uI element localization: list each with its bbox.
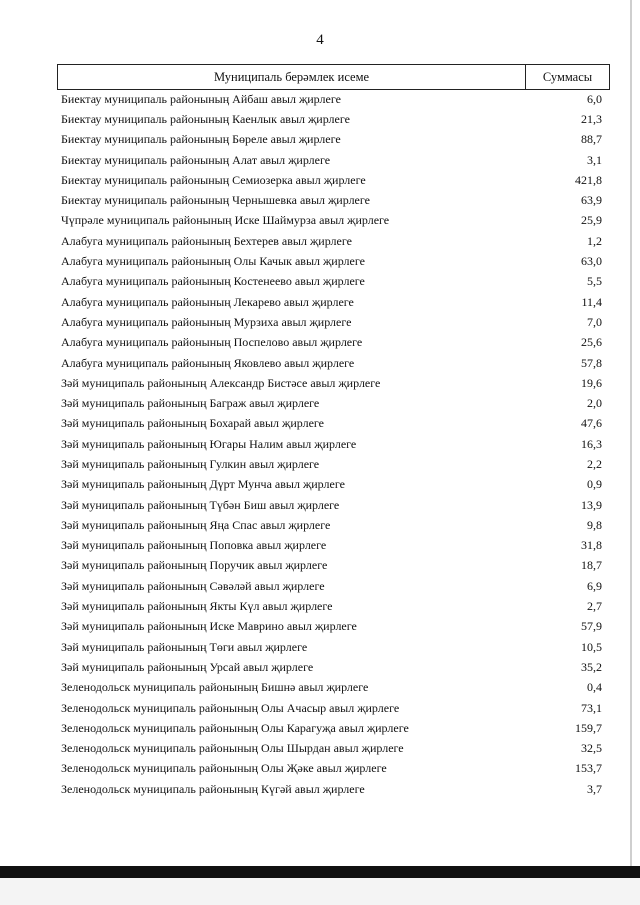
row-sum: 13,9 bbox=[581, 497, 602, 512]
row-sum: 7,0 bbox=[587, 314, 602, 329]
row-name: Алабуга муниципаль районының Поспелово авыл җирлеге bbox=[61, 335, 363, 350]
row-sum: 25,6 bbox=[581, 335, 602, 350]
row-name: Биектау муниципаль районының Чернышевка авыл җирлеге bbox=[61, 193, 370, 208]
row-sum: 6,0 bbox=[587, 91, 602, 106]
table-row bbox=[57, 698, 610, 718]
row-sum: 63,0 bbox=[581, 254, 602, 269]
table-row bbox=[57, 718, 610, 738]
row-sum: 57,8 bbox=[581, 355, 602, 370]
row-sum: 57,9 bbox=[581, 619, 602, 634]
row-sum: 10,5 bbox=[581, 639, 602, 654]
row-sum: 11,4 bbox=[581, 294, 602, 309]
row-name: Зәй муниципаль районының Поповка авыл җирлеге bbox=[61, 538, 327, 553]
scan-bottom-border bbox=[0, 866, 640, 878]
scan-bottom-margin bbox=[0, 878, 640, 905]
row-sum: 0,9 bbox=[587, 477, 602, 492]
row-sum: 73,1 bbox=[581, 700, 602, 715]
row-name: Зәй муниципаль районының Бохарай авыл җирлеге bbox=[61, 416, 325, 431]
table-row bbox=[57, 434, 610, 454]
table-row bbox=[57, 190, 610, 210]
row-name: Зәй муниципаль районының Якты Күл авыл җирлеге bbox=[61, 599, 333, 614]
table-row bbox=[57, 759, 610, 779]
table-row bbox=[57, 333, 610, 353]
table-row bbox=[57, 576, 610, 596]
row-name: Биектау муниципаль районының Бөреле авыл җирлеге bbox=[61, 132, 341, 147]
table-row bbox=[57, 495, 610, 515]
table-row bbox=[57, 130, 610, 150]
row-sum: 18,7 bbox=[581, 558, 602, 573]
row-name: Зәй муниципаль районының Дүрт Мунча авыл җирлеге bbox=[61, 477, 345, 492]
row-sum: 16,3 bbox=[581, 436, 602, 451]
column-header-name: Муниципаль берәмлек исеме bbox=[58, 65, 526, 89]
row-sum: 0,4 bbox=[587, 680, 602, 695]
page-number: 4 bbox=[316, 32, 324, 48]
row-name: Зәй муниципаль районының Баграж авыл җирлеге bbox=[61, 396, 320, 411]
table-row bbox=[57, 89, 610, 109]
table-row bbox=[57, 475, 610, 495]
table-row bbox=[57, 109, 610, 129]
table-header bbox=[57, 64, 610, 90]
table-row bbox=[57, 536, 610, 556]
table-row bbox=[57, 353, 610, 373]
row-name: Зеленодольск муниципаль районының Бишнә авыл җирлеге bbox=[61, 680, 369, 695]
row-name: Зеленодольск муниципаль районының Күгәй авыл җирлеге bbox=[61, 781, 365, 796]
table-row bbox=[57, 170, 610, 190]
table-row bbox=[57, 251, 610, 271]
row-sum: 5,5 bbox=[587, 274, 602, 289]
row-name: Зеленодольск муниципаль районының Олы Карагуҗа авыл җирлеге bbox=[61, 720, 409, 735]
row-name: Алабуга муниципаль районының Бехтерев авыл җирлеге bbox=[61, 233, 352, 248]
row-sum: 35,2 bbox=[581, 659, 602, 674]
table-row bbox=[57, 739, 610, 759]
table-row bbox=[57, 312, 610, 332]
row-name: Зәй муниципаль районының Иске Маврино авыл җирлеге bbox=[61, 619, 357, 634]
scan-edge bbox=[630, 0, 632, 866]
row-name: Зәй муниципаль районының Яңа Спас авыл җирлеге bbox=[61, 517, 331, 532]
row-sum: 25,9 bbox=[581, 213, 602, 228]
row-name: Зәй муниципаль районының Поручик авыл җирлеге bbox=[61, 558, 328, 573]
row-sum: 47,6 bbox=[581, 416, 602, 431]
row-name: Биектау муниципаль районының Семиозерка авыл җирлеге bbox=[61, 172, 366, 187]
table-row bbox=[57, 150, 610, 170]
row-sum: 1,2 bbox=[587, 233, 602, 248]
table-row bbox=[57, 211, 610, 231]
row-sum: 2,7 bbox=[587, 599, 602, 614]
row-sum: 32,5 bbox=[581, 741, 602, 756]
row-name: Зәй муниципаль районының Александр Бистәсе авыл җирлеге bbox=[61, 375, 381, 390]
row-sum: 153,7 bbox=[575, 761, 602, 776]
table-row bbox=[57, 617, 610, 637]
row-name: Алабуга муниципаль районының Костенеево авыл җирлеге bbox=[61, 274, 365, 289]
table-row bbox=[57, 414, 610, 434]
row-name: Зәй муниципаль районының Түбән Биш авыл җирлеге bbox=[61, 497, 340, 512]
row-name: Чүпрәле муниципаль районының Иске Шаймурза авыл җирлеге bbox=[61, 213, 390, 228]
row-name: Биектау муниципаль районының Алат авыл җирлеге bbox=[61, 152, 331, 167]
row-sum: 88,7 bbox=[581, 132, 602, 147]
row-name: Зеленодольск муниципаль районының Олы Җәке авыл җирлеге bbox=[61, 761, 387, 776]
table-row bbox=[57, 779, 610, 799]
row-sum: 63,9 bbox=[581, 193, 602, 208]
row-sum: 19,6 bbox=[581, 375, 602, 390]
row-name: Зәй муниципаль районының Урсай авыл җирлеге bbox=[61, 659, 314, 674]
row-sum: 159,7 bbox=[575, 720, 602, 735]
row-sum: 2,2 bbox=[587, 456, 602, 471]
row-sum: 2,0 bbox=[587, 396, 602, 411]
table-body bbox=[57, 89, 610, 799]
table-row bbox=[57, 596, 610, 616]
table-row bbox=[57, 292, 610, 312]
row-name: Алабуга муниципаль районының Мурзиха авыл җирлеге bbox=[61, 314, 352, 329]
row-name: Зеленодольск муниципаль районының Олы Ачасыр авыл җирлеге bbox=[61, 700, 400, 715]
table-row bbox=[57, 556, 610, 576]
table-row bbox=[57, 373, 610, 393]
row-sum: 21,3 bbox=[581, 111, 602, 126]
row-sum: 3,7 bbox=[587, 781, 602, 796]
row-name: Биектау муниципаль районының Айбаш авыл җирлеге bbox=[61, 91, 341, 106]
row-name: Алабуга муниципаль районының Олы Качык авыл җирлеге bbox=[61, 254, 365, 269]
row-name: Зеленодольск муниципаль районының Олы Шырдан авыл җирлеге bbox=[61, 741, 404, 756]
column-header-sum: Суммасы bbox=[542, 70, 593, 84]
row-sum: 31,8 bbox=[581, 538, 602, 553]
row-name: Зәй муниципаль районының Гулкин авыл җирлеге bbox=[61, 456, 320, 471]
row-sum: 9,8 bbox=[587, 517, 602, 532]
row-name: Алабуга муниципаль районының Лекарево авыл җирлеге bbox=[61, 294, 354, 309]
row-name: Зәй муниципаль районының Югары Налим авыл җирлеге bbox=[61, 436, 357, 451]
row-sum: 3,1 bbox=[587, 152, 602, 167]
table-row bbox=[57, 637, 610, 657]
table-row bbox=[57, 454, 610, 474]
row-name: Зәй муниципаль районының Төги авыл җирлеге bbox=[61, 639, 308, 654]
table-row bbox=[57, 272, 610, 292]
row-sum: 6,9 bbox=[587, 578, 602, 593]
table-row bbox=[57, 231, 610, 251]
table-row bbox=[57, 678, 610, 698]
table-row bbox=[57, 515, 610, 535]
table-row bbox=[57, 393, 610, 413]
row-name: Зәй муниципаль районының Сәвәләй авыл җирлеге bbox=[61, 578, 325, 593]
row-name: Биектау муниципаль районының Каенлык авыл җирлеге bbox=[61, 111, 350, 126]
row-name: Алабуга муниципаль районының Яковлево авыл җирлеге bbox=[61, 355, 355, 370]
row-sum: 421,8 bbox=[575, 172, 602, 187]
table-row bbox=[57, 657, 610, 677]
